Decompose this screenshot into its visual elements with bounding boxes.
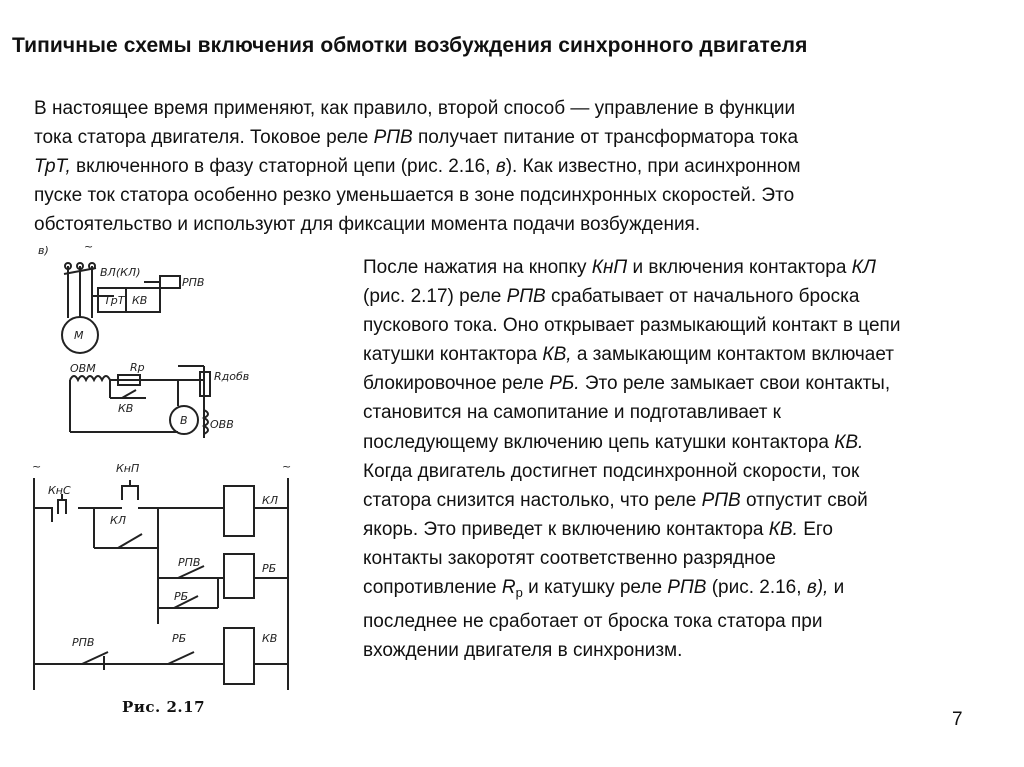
knp-button xyxy=(78,480,138,508)
rpv-top-coil xyxy=(160,276,180,288)
kv-top-label: КВ xyxy=(132,294,148,307)
tilde-label: ~ xyxy=(84,240,94,253)
fig-letter-label: в) xyxy=(38,244,49,257)
desc-line: катушки контактора КВ, а замыкающим контактом включает xyxy=(363,344,895,366)
desc-line: вхождении двигателя в синхронизм. xyxy=(363,640,683,662)
ovv-label: ОВВ xyxy=(210,418,234,431)
kv-coil xyxy=(224,628,254,684)
kl-coil-label: КЛ xyxy=(262,494,279,507)
circuit-diagram xyxy=(18,238,318,698)
intro-line-4: пуске ток статора особенно резко уменьшается в зоне подсинхронных скоростей. Это xyxy=(34,185,795,206)
supply-lines xyxy=(64,263,96,318)
kns-button xyxy=(34,494,66,522)
description-paragraph xyxy=(363,253,1018,665)
desc-line: последующему включению цепь катушки контактора КВ. xyxy=(363,431,864,453)
desc-line: (рис. 2.17) реле РПВ срабатывает от начального броска xyxy=(363,286,860,308)
rb-contact-label: РБ xyxy=(174,590,189,603)
rb-coil-label: РБ xyxy=(262,562,277,575)
desc-line: Когда двигатель достигнет подсинхронной скорости, ток xyxy=(363,460,860,482)
kv-mid-label: КВ xyxy=(118,402,134,415)
kl-contact xyxy=(118,534,142,548)
radd-label: Rдобв xyxy=(214,370,250,383)
desc-line: последнее не сработает от броска тока статора при xyxy=(363,611,823,633)
intro-line-3: ТрТ, включенного в фазу статорной цепи (рис. 2.16, в). Как известно, при асинхронном xyxy=(34,156,801,177)
exciter-label: В xyxy=(180,414,188,427)
ovm-winding xyxy=(70,376,110,380)
kv-coil-label: КВ xyxy=(262,632,278,645)
intro-paragraph xyxy=(34,94,994,239)
desc-line: становится на самопитание и подготавливает к xyxy=(363,402,781,424)
intro-line-5: обстоятельство и используют для фиксации момента подачи возбуждения. xyxy=(34,214,701,235)
rb-bottom-contact xyxy=(168,652,194,664)
tilde-left-label: ~ xyxy=(32,460,42,473)
rpv-bottom-label: РПВ xyxy=(72,636,95,649)
figure-caption: Рис. 2.17 xyxy=(122,698,206,716)
kns-label: КнС xyxy=(48,484,71,497)
ovm-label: ОВМ xyxy=(70,362,96,375)
rb-coil xyxy=(224,554,254,598)
desc-line: сопротивление $R_р$ и катушку реле РПВ (рис. 2.16, в), и xyxy=(363,577,845,601)
slide-title: Типичные схемы включения обмотки возбуждения синхронного двигателя xyxy=(12,34,808,57)
desc-line: блокировочное реле РБ. Это реле замыкает свои контакты, xyxy=(363,373,891,395)
rpv-contact-label: РПВ xyxy=(178,556,201,569)
intro-line-1: В настоящее время применяют, как правило, второй способ — управление в функции xyxy=(34,98,796,119)
vl-kl-label: ВЛ(КЛ) xyxy=(100,266,141,279)
tilde-right-label: ~ xyxy=(282,460,292,473)
kv-contact xyxy=(122,390,136,398)
page-number: 7 xyxy=(952,709,963,730)
desc-line: якорь. Это приведет к включению контактора КВ. Его xyxy=(363,518,833,540)
intro-line-2: тока статора двигателя. Токовое реле РПВ получает питание от трансформатора тока xyxy=(34,127,799,148)
kl-contact-label: КЛ xyxy=(110,514,127,527)
rp-label: Rр xyxy=(130,361,145,374)
trt-label: ТрТ xyxy=(104,294,125,307)
desc-line: После нажатия на кнопку КнП и включения контактора КЛ xyxy=(363,257,876,278)
knp-label: КнП xyxy=(116,462,140,475)
desc-line: контакты закоротят соответственно разрядное xyxy=(363,547,776,569)
motor-label: М xyxy=(74,329,84,342)
desc-line: пускового тока. Оно открывает размыкающий контакт в цепи xyxy=(363,315,901,337)
desc-line: статора снизится настолько, что реле РПВ отпустит свой xyxy=(363,489,868,511)
rb-bottom-label: РБ xyxy=(172,632,187,645)
kl-coil xyxy=(224,486,254,536)
rpv-top-label: РПВ xyxy=(182,276,205,289)
